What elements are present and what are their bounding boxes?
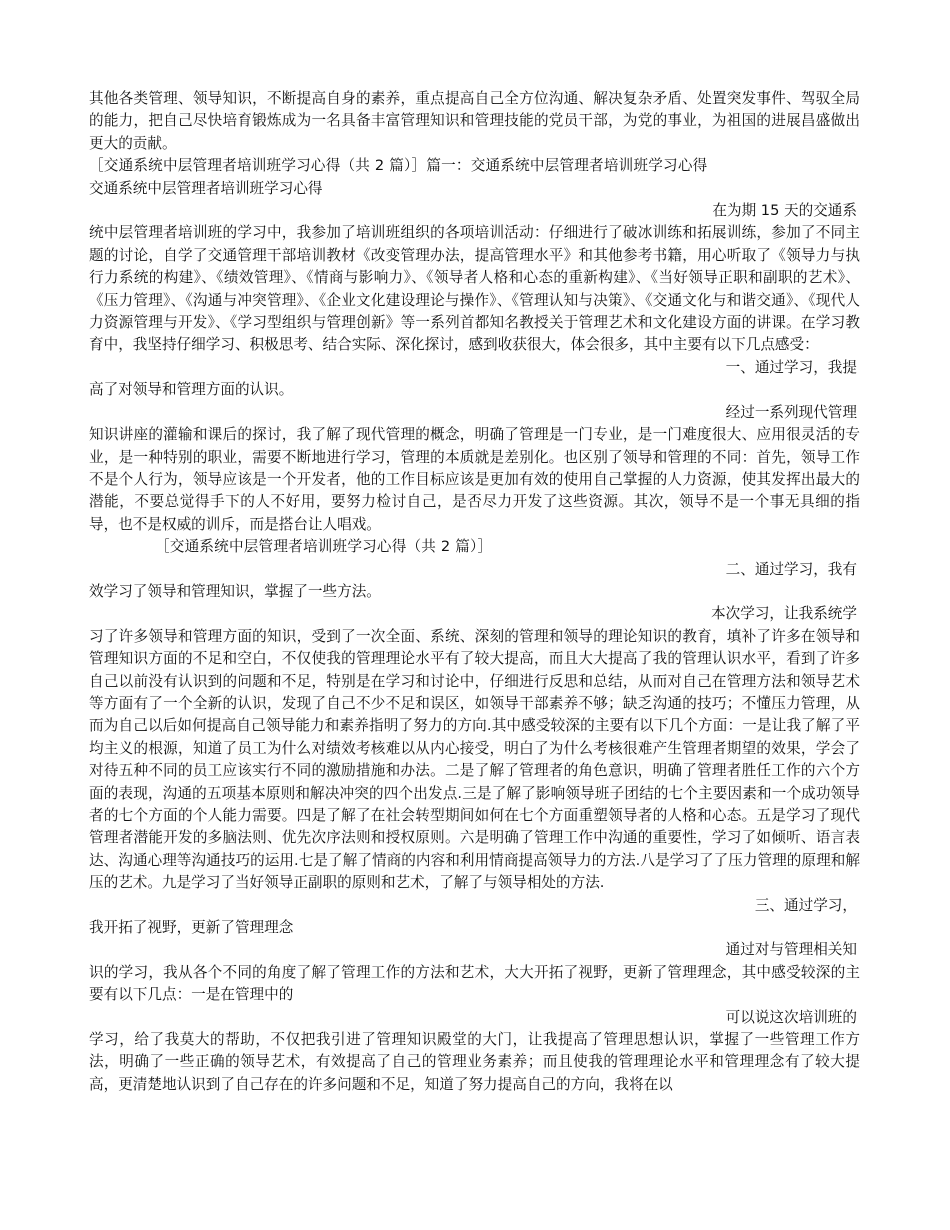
section-1-paragraph: 知识讲座的灌输和课后的探讨，我了解了现代管理的概念，明确了管理是一门专业，是一门难度很大、应用很灵活的专业，是一种特别的职业，需要不断地进行学习，管理的本质就是差别化。也区别了领导和管理的不同：首先，领导工作不是个人行为，领导应该是一个开发者，他的工作目标应该是更加有效的使用自己掌握的人力资源，使其发挥出最大的潜能，不要总觉得手下的人不好用，要努力检讨自己，是否尽力开发了这些资源。其次，领导不是一个事无具细的指导，也不是权威的训斥，而是搭台让人唱戏。 — [89, 426, 860, 533]
section-3-heading: 我开拓了视野，更新了管理理念 — [89, 919, 294, 937]
document-title: 交通系统中层管理者培训班学习心得 — [89, 179, 323, 197]
section-3-paragraph: 识的学习，我从各个不同的角度了解了管理工作的方法和艺术，大大开拓了视野，更新了管理理念，其中感受较深的主要有以下几点：一是在管理中的 — [89, 963, 860, 1004]
section-3-paragraph-lead: 通过对与管理相关知 — [725, 941, 857, 959]
section-2-heading-lead: 二、通过学习，我有 — [725, 560, 857, 578]
section-2-heading: 效学习了领导和管理知识，掌握了一些方法。 — [89, 582, 381, 600]
section-1-paragraph-lead: 经过一系列现代管理 — [725, 403, 857, 421]
closing-paragraph: 学习，给了我莫大的帮助，不仅把我引进了管理知识殿堂的大门，让我提高了管理思想认识，掌握了一些管理工作方法，明确了一些正确的领导艺术，有效提高了自己的管理业务素养；而且使我的管理理论水平和管理理念有了较大提高，更清楚地认识到了自己存在的许多问题和不足，知道了努力提高自己的方向，我将在以 — [89, 1031, 860, 1093]
section-1-heading: 高了对领导和管理方面的认识。 — [89, 381, 294, 399]
document-header-line: ［交通系统中层管理者培训班学习心得（共 2 篇）］篇一：交通系统中层管理者培训班学习心得 — [89, 157, 708, 175]
section-1-heading-lead: 一、通过学习，我提 — [725, 358, 857, 376]
paragraph-conclusion: 其他各类管理、领导知识，不断提高自身的素养，重点提高自己全方位沟通、解决复杂矛盾、处置突发事件、驾驭全局的能力，把自己尽快培育锻炼成为一名具备丰富管理知识和管理技能的党员干部，为党的事业，为祖国的进展昌盛做出更大的贡献。 — [89, 90, 860, 152]
intro-paragraph: 统中层管理者培训班的学习中，我参加了培训班组织的各项培训活动：仔细进行了破冰训练和拓展训练，参加了不同主题的讨论，自学了交通管理干部培训教材《改变管理办法，提高管理水平》和其他参考书籍，用心听取了《领导力与执行力系统的构建》、《绩效管理》、《情商与影响力》、《领导者人格和心态的重新构建》、《当好领导正职和副职的艺术》、《压力管理》、《沟通与冲突管理》、《企业文化建设理论与操作》、《管理认知与决策》、《交通文化与和谐交通》、《现代人力资源管理与开发》、《学习型组织与管理创新》等一系列首都知名教授关于管理艺术和文化建设方面的讲课。在学习教育中，我坚持仔细学习、积极思考、结合实际、深化探讨，感到收获很大，体会很多，其中主要有以下几点感受： — [89, 224, 860, 354]
section-3-heading-lead: 三、通过学习， — [754, 896, 857, 914]
closing-paragraph-lead: 可以说这次培训班的 — [725, 1008, 857, 1026]
section-2-paragraph: 习了许多领导和管理方面的知识，受到了一次全面、系统、深刻的管理和领导的理论知识的教育，填补了许多在领导和管理知识方面的不足和空白，不仅使我的管理理论水平有了较大提高，而且大大提高了我的管理认识水平，看到了许多自己以前没有认识到的问题和不足，特别是在学习和讨论中，仔细进行反思和总结，从而对自己在管理方法和领导艺术等方面有了一个全新的认识，发现了自己不少不足和误区，如领导干部素养不够；缺乏沟通的技巧；不懂压力管理，从而为自己以后如何提高自己领导能力和素养指明了努力的方向.其中感受较深的主要有以下几个方面：一是让我了解了平均主义的根源，知道了员工为什么对绩效考核难以从内心接受，明白了为什么考核很难产生管理者期望的效果，学会了对待五种不同的员工应该实行不同的激励措施和办法。二是了解了管理者的角色意识，明确了管理者胜任工作的六个方面的表现，沟通的五项基本原则和解决冲突的四个出发点.三是了解了影响领导班子团结的七个主要因素和一个成功领导者的七个方面的个人能力需要。四是了解了在社会转型期间如何在七个方面重塑领导者的人格和心态。五是学习了现代管理者潜能开发的多脑法则、优先次序法则和授权原则。六是明确了管理工作中沟通的重要性，学习了如倾听、语言表达、沟通心理等沟通技巧的运用.七是了解了情商的内容和利用情商提高领导力的方法.八是学习了了压力管理的原理和解压的艺术。九是学习了当好领导正副职的原则和艺术，了解了与领导相处的方法. — [89, 627, 860, 892]
intro-lead: 在为期 15 天的交通系 — [712, 202, 857, 220]
section-2-paragraph-lead: 本次学习，让我系统学 — [711, 605, 857, 623]
mid-bracket-title: ［交通系统中层管理者培训班学习心得（共 2 篇）］ — [155, 538, 493, 556]
